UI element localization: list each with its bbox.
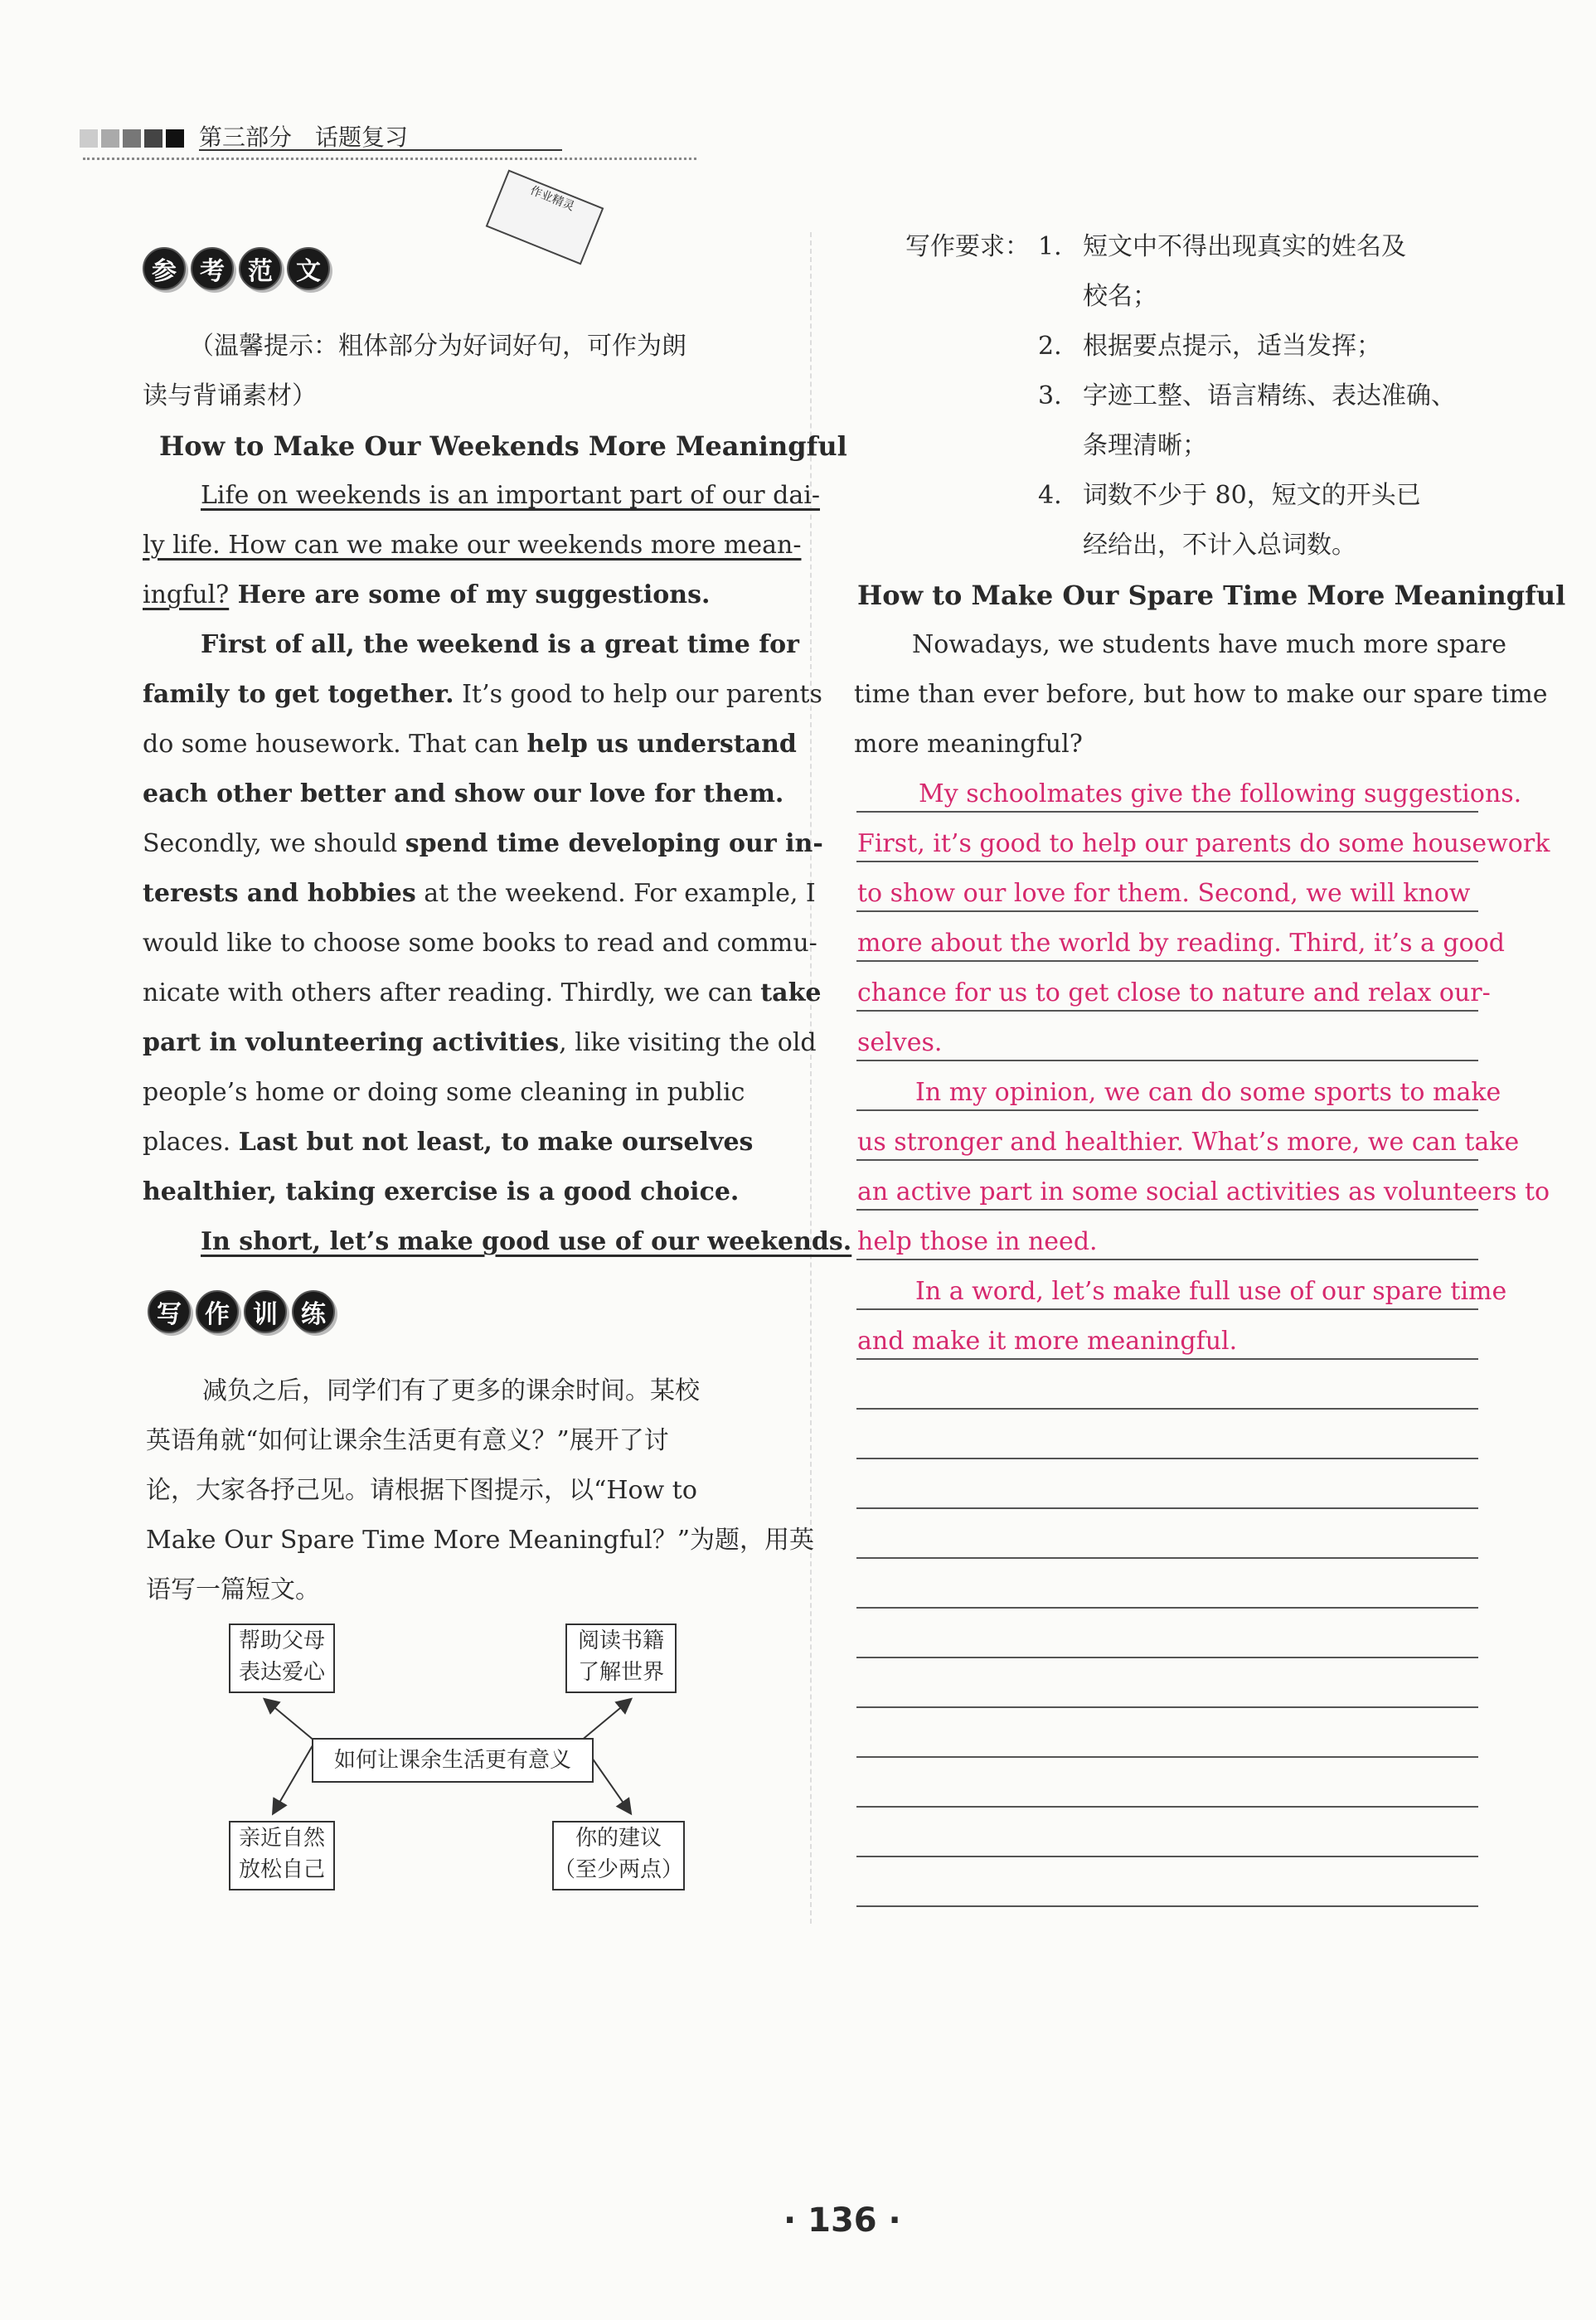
essay-line: nicate with others after reading. Thirdly, we can take	[143, 978, 822, 1007]
writing-line	[856, 1706, 1478, 1708]
header-square	[101, 129, 119, 148]
essay-line: First of all, the weekend is a great time for	[201, 630, 799, 659]
writing-line	[856, 1756, 1478, 1758]
essay-line: places. Last but not least, to make ourselves	[143, 1128, 754, 1157]
essay-line: In short, let’s make good use of our weekends.	[201, 1227, 852, 1256]
requirement-text: 经给出，不计入总词数。	[1083, 531, 1356, 560]
writing-line	[856, 861, 1478, 862]
writing-line	[856, 1060, 1478, 1061]
requirement-text: 根据要点提示，适当发挥；	[1083, 332, 1381, 361]
writing-line	[856, 1806, 1478, 1808]
answer-line: to show our love for them. Second, we will know	[857, 879, 1471, 908]
essay-line: would like to choose some books to read and commu-	[143, 929, 817, 958]
diagram-box-reading: 阅读书籍 了解世界	[565, 1624, 677, 1693]
task-line: 语写一篇短文。	[146, 1575, 320, 1604]
diagram-box-help-parents: 帮助父母 表达爱心	[229, 1624, 335, 1693]
badge-char: 练	[292, 1290, 335, 1333]
header-square	[166, 129, 184, 148]
essay-title: How to Make Our Spare Time More Meaningful	[857, 580, 1566, 611]
header-square	[144, 129, 163, 148]
stamp-logo: 作业精灵	[486, 169, 604, 265]
writing-line	[856, 1557, 1478, 1559]
task-line: Make Our Spare Time More Meaningful？”为题，用英	[146, 1526, 815, 1555]
requirement-num: 1.	[1038, 232, 1062, 261]
answer-line: In a word, let’s make full use of our spare time	[915, 1277, 1507, 1306]
requirement-text: 条理清晰；	[1083, 431, 1207, 460]
answer-line: and make it more meaningful.	[857, 1327, 1238, 1356]
requirements-label: 写作要求：	[905, 232, 1030, 261]
requirement-num: 4.	[1038, 481, 1062, 510]
writing-line	[856, 1209, 1478, 1211]
writing-line	[856, 1358, 1478, 1360]
requirement-num: 2.	[1038, 332, 1062, 361]
essay-line: Life on weekends is an important part of our dai-	[201, 481, 820, 510]
header-square	[123, 129, 141, 148]
answer-line: more about the world by reading. Third, it’s a good	[857, 929, 1505, 958]
answer-line: an active part in some social activities as volunteers to	[857, 1177, 1550, 1206]
essay-line: ingful? Here are some of my suggestions.	[143, 580, 711, 609]
writing-line	[856, 1308, 1478, 1310]
header-square	[80, 129, 98, 148]
essay-line: terests and hobbies at the weekend. For example, I	[143, 879, 816, 908]
answer-line: chance for us to get close to nature and relax our-	[857, 978, 1491, 1007]
badge-char: 作	[196, 1290, 239, 1333]
writing-line	[856, 1856, 1478, 1857]
answer-line: selves.	[857, 1028, 943, 1057]
reference-badge	[143, 247, 330, 290]
writing-line	[856, 960, 1478, 962]
requirement-text: 校名；	[1083, 282, 1157, 311]
requirement-text: 短文中不得出现真实的姓名及	[1083, 232, 1406, 261]
reference-title: How to Make Our Weekends More Meaningful	[159, 430, 847, 462]
essay-line: healthier, taking exercise is a good choice.	[143, 1177, 740, 1206]
badge-char: 写	[148, 1290, 191, 1333]
requirement-text: 字迹工整、语言精练、表达准确、	[1083, 381, 1456, 410]
task-line: 减负之后，同学们有了更多的课余时间。某校	[202, 1376, 700, 1405]
writing-line	[856, 1458, 1478, 1459]
answer-line: help those in need.	[857, 1227, 1098, 1256]
diagram-box-nature: 亲近自然 放松自己	[229, 1821, 335, 1890]
answer-line: First, it’s good to help our parents do some housework	[857, 829, 1550, 858]
writing-line	[856, 1109, 1478, 1111]
writing-line	[856, 1259, 1478, 1260]
task-line: 论，大家各抒己见。请根据下图提示，以“How to	[146, 1476, 697, 1505]
writing-line	[856, 1657, 1478, 1658]
badge-char: 训	[244, 1290, 287, 1333]
essay-line: family to get together. It’s good to help our parents	[143, 680, 822, 709]
essay-line: each other better and show our love for them.	[143, 779, 784, 808]
writing-line	[856, 1159, 1478, 1161]
writing-line	[856, 1507, 1478, 1509]
requirement-text: 词数不少于 80，短文的开头已	[1083, 481, 1421, 510]
diagram-center: 如何让课余生活更有意义	[312, 1738, 594, 1783]
writing-line	[856, 1408, 1478, 1410]
writing-line	[856, 1010, 1478, 1012]
hint-line: （温馨提示：粗体部分为好词好句，可作为朗	[189, 332, 686, 361]
answer-line: My schoolmates give the following suggestions.	[919, 779, 1522, 808]
task-line: 英语角就“如何让课余生活更有意义？”展开了讨	[146, 1426, 669, 1455]
essay-line: ly life. How can we make our weekends more mean-	[143, 531, 802, 560]
header-dotted-rule	[83, 158, 696, 160]
diagram-box-suggestions: 你的建议 （至少两点）	[552, 1821, 685, 1890]
answer-line: us stronger and healthier. What’s more, we can take	[857, 1128, 1520, 1157]
writing-line	[856, 1607, 1478, 1609]
writing-line	[856, 1905, 1478, 1907]
page-number: · 136 ·	[783, 2201, 901, 2240]
writing-line	[856, 910, 1478, 912]
header-rule	[199, 149, 562, 151]
requirement-num: 3.	[1038, 381, 1062, 410]
essay-intro-line: Nowadays, we students have much more spare	[912, 630, 1506, 659]
badge-char: 文	[287, 247, 330, 290]
badge-char: 考	[191, 247, 234, 290]
badge-char: 参	[143, 247, 186, 290]
essay-intro-line: time than ever before, but how to make our spare time	[854, 680, 1548, 709]
section-title: 第三部分 话题复习	[199, 124, 409, 151]
essay-line: do some housework. That can help us understand	[143, 730, 797, 759]
training-badge	[148, 1290, 335, 1333]
essay-line: part in volunteering activities, like visiting the old	[143, 1028, 817, 1057]
essay-intro-line: more meaningful?	[854, 730, 1083, 759]
answer-line: In my opinion, we can do some sports to make	[915, 1078, 1501, 1107]
badge-char: 范	[239, 247, 282, 290]
hint-line: 读与背诵素材）	[143, 381, 317, 410]
essay-line: people’s home or doing some cleaning in public	[143, 1078, 745, 1107]
writing-line	[856, 811, 1478, 813]
essay-line: Secondly, we should spend time developing our in-	[143, 829, 823, 858]
